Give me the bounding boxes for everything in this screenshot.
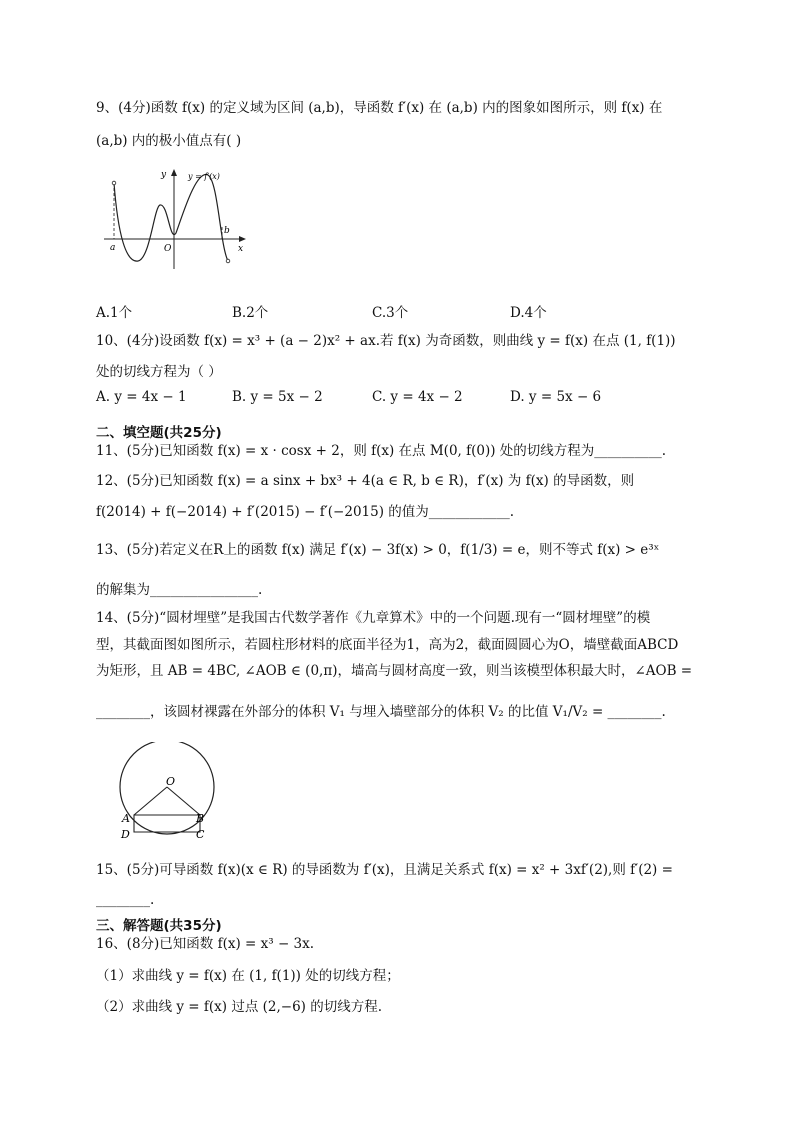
section-solution-heading: 三、解答题(共35分) bbox=[96, 918, 222, 934]
q16-line1: 16、(8分)已知函数 f(x) = x³ − 3x. bbox=[96, 936, 315, 952]
q9-option-b[interactable]: B.2个 bbox=[232, 305, 269, 321]
graph-curve-label: y = f′(x) bbox=[188, 172, 220, 181]
q16-part1: （1）求曲线 y = f(x) 在 (1, f(1)) 处的切线方程； bbox=[96, 968, 400, 984]
q15-line1: 15、(5分)可导函数 f(x)(x ∈ R) 的导函数为 f′(x)，且满足关系式 f(x) = x² + 3xf′(2),则 f′(2) = bbox=[96, 862, 673, 878]
q14-line4: ________，该圆材裸露在外部分的体积 V₁ 与埋入墙壁部分的体积 V₂ 的比值 V₁/V₂ = ________. bbox=[96, 704, 666, 720]
q16-part2: （2）求曲线 y = f(x) 过点 (2,−6) 的切线方程. bbox=[96, 999, 383, 1015]
fig-point-b: B bbox=[196, 812, 205, 825]
graph-b-label: b bbox=[224, 226, 230, 236]
q10-option-c[interactable]: C. y = 4x − 2 bbox=[372, 389, 463, 405]
q10-option-a[interactable]: A. y = 4x − 1 bbox=[96, 389, 187, 405]
q14-round-wood-figure bbox=[110, 742, 220, 842]
q10-line2: 处的切线方程为（ ） bbox=[96, 364, 222, 380]
q9-derivative-graph bbox=[100, 165, 250, 275]
q14-line1: 14、(5分)“圆材埋壁”是我国古代数学著作《九章算术》中的一个问题.现有一“圆材埋壁”的模 bbox=[96, 610, 651, 626]
fig-point-a: A bbox=[122, 812, 130, 825]
q9-line2: (a,b) 内的极小值点有( ) bbox=[96, 133, 242, 149]
fig-point-o: O bbox=[166, 775, 176, 788]
q9-line1: 9、(4分)函数 f(x) 的定义域为区间 (a,b)，导函数 f′(x) 在 (a,b) 内的图象如图所示，则 f(x) 在 bbox=[96, 100, 663, 116]
q10-option-d[interactable]: D. y = 5x − 6 bbox=[510, 389, 602, 405]
q10-line1: 10、(4分)设函数 f(x) = x³ + (a − 2)x² + ax.若 f(x) 为奇函数，则曲线 y = f(x) 在点 (1, f(1)) bbox=[96, 333, 676, 349]
q9-option-c[interactable]: C.3个 bbox=[372, 305, 409, 321]
q14-line3: 为矩形，且 AB = 4BC, ∠AOB ∈ (0,π)，墙高与圆材高度一致，则当该模型体积最大时，∠AOB = bbox=[96, 663, 693, 679]
fig-point-d: D bbox=[121, 828, 130, 841]
q15-line2: ________. bbox=[96, 892, 155, 908]
q12-line2: f(2014) + f(−2014) + f′(2015) − f′(−2015) 的值为____________. bbox=[96, 504, 515, 520]
q10-option-b[interactable]: B. y = 5x − 2 bbox=[232, 389, 323, 405]
graph-y-label: y bbox=[161, 170, 167, 180]
section-fill-in-heading: 二、填空题(共25分) bbox=[96, 425, 222, 441]
fig-point-c: C bbox=[196, 828, 205, 841]
q11-text: 11、(5分)已知函数 f(x) = x · cosx + 2，则 f(x) 在点 M(0, f(0)) 处的切线方程为__________. bbox=[96, 443, 667, 459]
q13-line2: 的解集为________________. bbox=[96, 582, 263, 598]
graph-x-label: x bbox=[238, 244, 244, 254]
graph-a-label: a bbox=[110, 243, 116, 253]
q12-line1: 12、(5分)已知函数 f(x) = a sinx + bx³ + 4(a ∈ R, b ∈ R)，f′(x) 为 f(x) 的导函数，则 bbox=[96, 473, 635, 489]
q14-line2: 型，其截面图如图所示，若圆柱形材料的底面半径为1，高为2，截面圆圆心为O，墙壁截面ABCD bbox=[96, 637, 679, 653]
graph-origin-label: O bbox=[164, 244, 172, 254]
q13-line1: 13、(5分)若定义在R上的函数 f(x) 满足 f′(x) − 3f(x) > 0，f(1/3) = e，则不等式 f(x) > e³ˣ bbox=[96, 542, 660, 558]
q9-option-a[interactable]: A.1个 bbox=[96, 305, 133, 321]
q9-option-d[interactable]: D.4个 bbox=[510, 305, 547, 321]
